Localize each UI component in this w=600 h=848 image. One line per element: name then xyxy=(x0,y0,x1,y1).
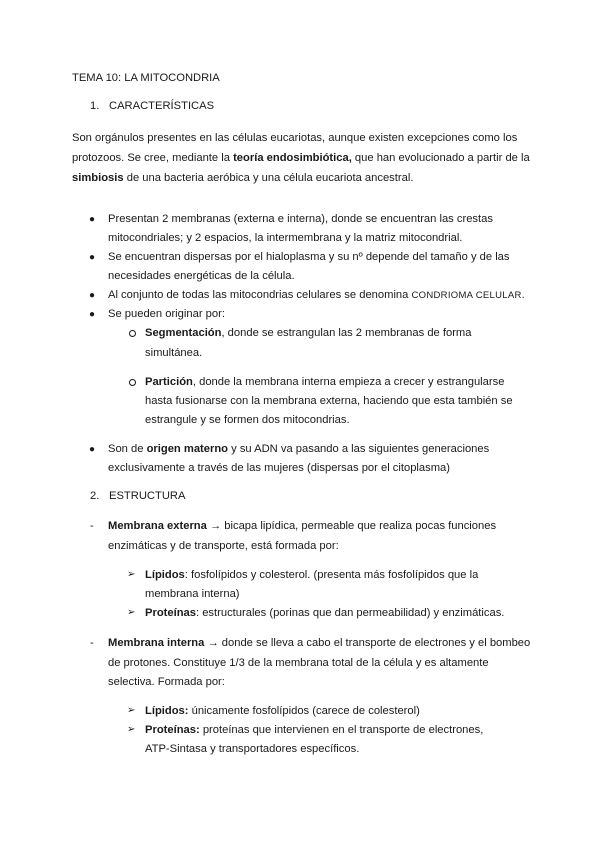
ext-lipidos-line-1: Lípidos: fosfolípidos y colesterol. (presenta más fosfolípidos que la xyxy=(145,569,479,581)
doc-title: TEMA 10: LA MITOCONDRIA xyxy=(72,72,220,84)
ext-line-1: Membrana externa → bicapa lipídica, permeable que realiza pocas funciones xyxy=(108,520,497,532)
arrow-bullet-icon: ➢ xyxy=(127,569,136,580)
sub-bullet-2-line-1: Partición, donde la membrana interna empieza a crecer y estrangularse xyxy=(145,376,505,388)
sub-bullet-2-line-2: hasta fusionarse con la membrana externa, haciendo que esta también se xyxy=(145,395,513,407)
arrow-bullet-icon: ➢ xyxy=(127,724,136,735)
bullet-4-line-1: Se pueden originar por: xyxy=(108,308,225,320)
arrow-bullet-icon: ➢ xyxy=(127,607,136,618)
dash-marker: - xyxy=(90,520,94,532)
dash-marker: - xyxy=(90,637,94,649)
int-proteinas-line-1: Proteínas: proteínas que intervienen en el transporte de electrones, xyxy=(145,724,484,736)
int-proteinas-line-2: ATP-Sintasa y transportadores específicos. xyxy=(145,743,360,755)
int-line-2: de protones. Constituye 1/3 de la membrana total de la célula y es altamente xyxy=(108,657,489,669)
ext-line-2: enzimáticas y de transporte, está formada por: xyxy=(108,540,339,552)
bullet-2-line-1: Se encuentran dispersas por el hialoplasma y su nº depende del tamaño y de las xyxy=(108,251,510,263)
bullet-icon: ● xyxy=(89,444,96,455)
ext-lipidos-line-2: membrana interna) xyxy=(145,588,240,600)
bullet-5-line-2: exclusivamente a través de las mujeres (dispersas por el citoplasma) xyxy=(108,462,450,474)
bullet-2-line-2: necesidades energéticas de la célula. xyxy=(108,270,295,282)
intro-line-1: Son orgánulos presentes en las células eucariotas, aunque existen excepciones como los xyxy=(72,132,518,144)
section-1-number: 1. xyxy=(90,100,100,112)
bullet-icon: ● xyxy=(89,214,96,225)
section-2-number: 2. xyxy=(90,490,100,502)
arrow-bullet-icon: ➢ xyxy=(127,705,136,716)
int-lipidos-line: Lípidos: únicamente fosfolípidos (carece de colesterol) xyxy=(145,705,420,717)
bullet-1-line-2: mitocondriales; y 2 espacios, la intermembrana y la matriz mitocondrial. xyxy=(108,232,463,244)
intro-line-3: simbiosis de una bacteria aeróbica y una célula eucariota ancestral. xyxy=(72,172,414,184)
bullet-1-line-1: Presentan 2 membranas (externa e interna), donde se encuentran las crestas xyxy=(108,213,493,225)
section-1-heading: CARACTERÍSTICAS xyxy=(109,100,215,112)
sub-bullet-circle-icon xyxy=(129,379,136,386)
section-2-heading: ESTRUCTURA xyxy=(109,490,186,502)
intro-line-2: protozoos. Se cree, mediante la teoría endosimbiótica, que han evolucionado a partir de la xyxy=(72,152,530,164)
sub-bullet-1-line-2: simultánea. xyxy=(145,347,203,359)
bullet-icon: ● xyxy=(89,252,96,263)
bullet-icon: ● xyxy=(89,309,96,320)
int-line-1: Membrana interna → donde se lleva a cabo el transporte de electrones y el bombeo xyxy=(108,637,531,649)
sub-bullet-2-line-3: estrangule y se formen dos mitocondrias. xyxy=(145,414,350,426)
bullet-3-line-1: Al conjunto de todas las mitocondrias celulares se denomina CONDRIOMA CELULAR. xyxy=(108,289,525,301)
int-line-3: selectiva. Formada por: xyxy=(108,676,225,688)
sub-bullet-1-line-1: Segmentación, donde se estrangulan las 2 membranas de forma xyxy=(145,327,472,339)
bullet-5-line-1: Son de origen materno y su ADN va pasando a las siguientes generaciones xyxy=(108,443,490,455)
ext-proteinas-line: Proteínas: estructurales (porinas que dan permeabilidad) y enzimáticas. xyxy=(145,607,505,619)
bullet-icon: ● xyxy=(89,290,96,301)
sub-bullet-circle-icon xyxy=(129,330,136,337)
